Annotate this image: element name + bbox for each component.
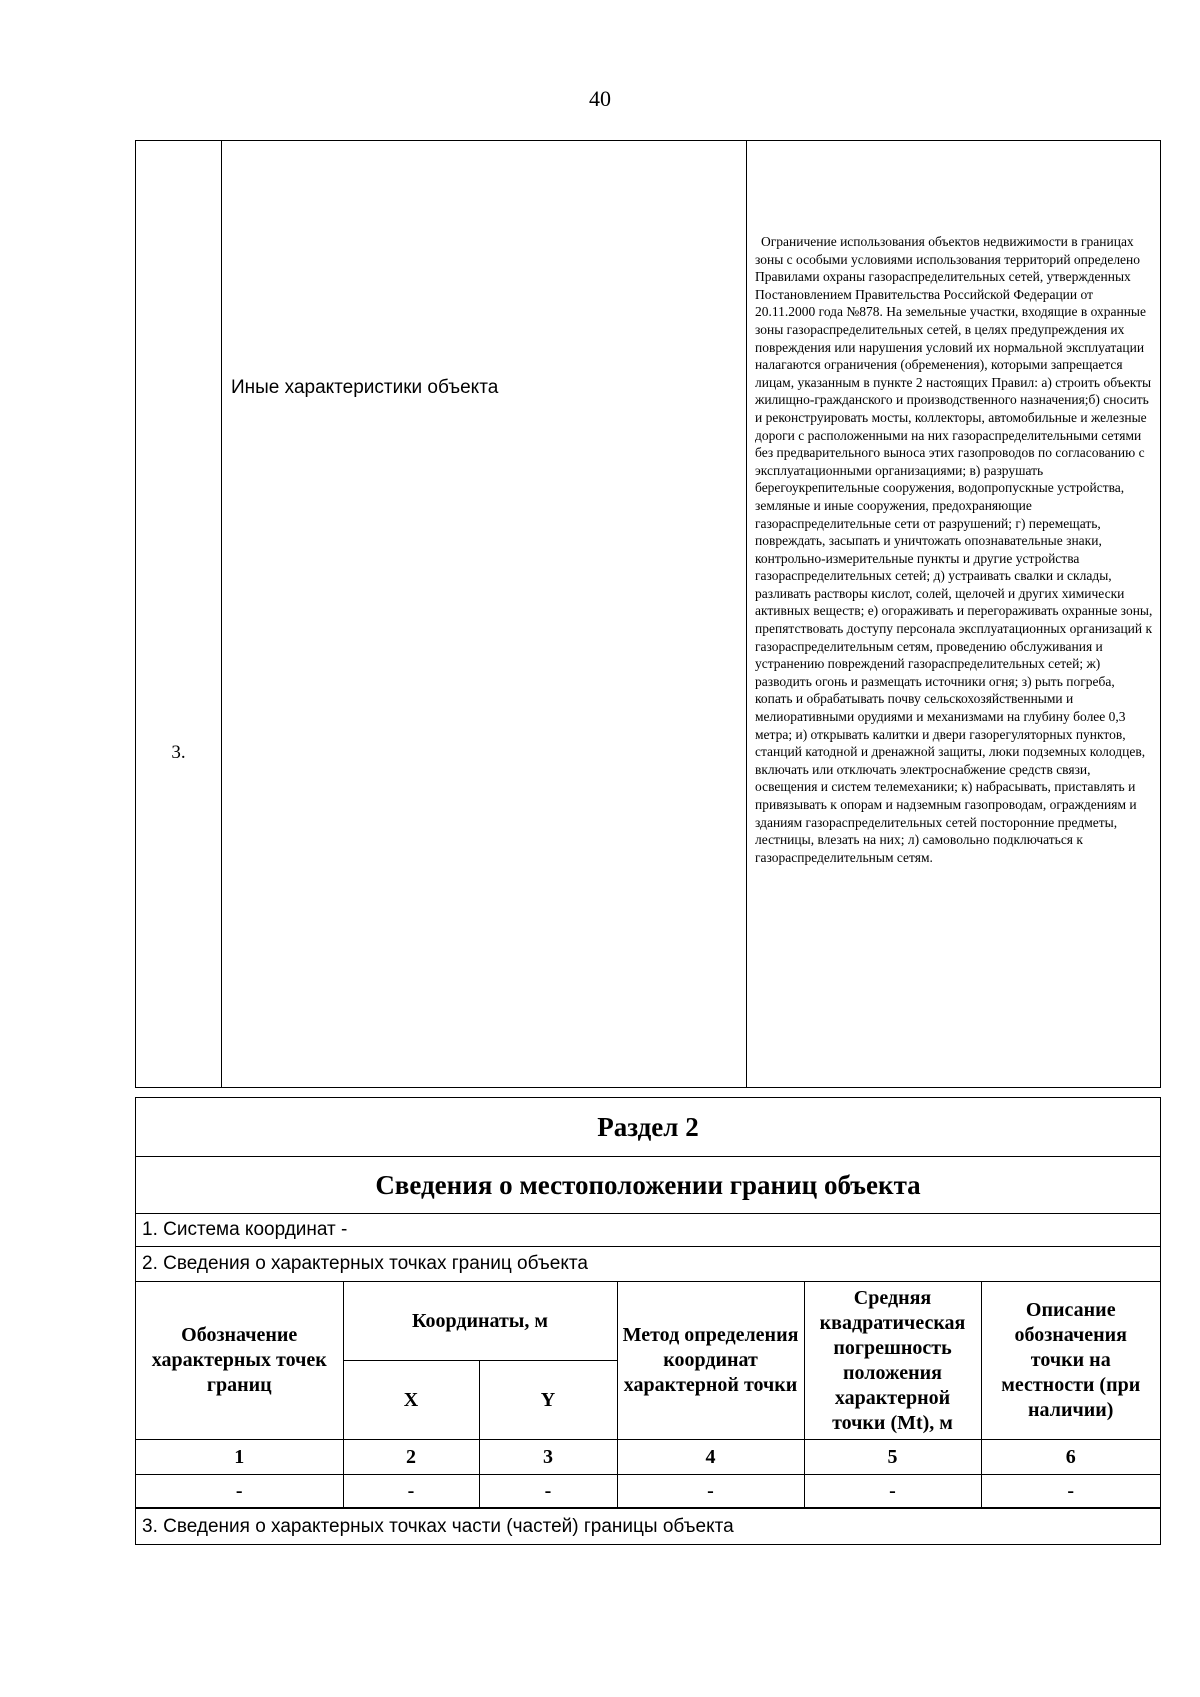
characteristics-row-3 [135, 140, 1161, 1088]
parts-heading: 3. Сведения о характерных точках части (частей) границы объекта [136, 1508, 1160, 1544]
table-cell: - [617, 1475, 804, 1508]
section-title: Раздел 2 [136, 1098, 1160, 1157]
table-cell: - [479, 1475, 617, 1508]
section-2 [135, 1097, 1161, 1545]
table-row [136, 1475, 1160, 1508]
row-number: 3. [171, 742, 186, 763]
table-cell: - [981, 1475, 1160, 1508]
col-number: 5 [804, 1440, 981, 1475]
row-value-cell [747, 141, 1160, 1087]
header-error: Средняя квадратическая погрешность положения характерной точки (Mt), м [804, 1282, 981, 1440]
coord-system-line: 1. Система координат - [136, 1214, 1160, 1247]
header-point-designation: Обозначение характерных точек границ [136, 1282, 343, 1440]
row-name: Иные характеристики объекта [231, 377, 499, 398]
col-number: 3 [479, 1440, 617, 1475]
col-number: 6 [981, 1440, 1160, 1475]
header-description: Описание обозначения точки на местности (при наличии) [981, 1282, 1160, 1440]
row-number-cell [136, 141, 222, 1087]
restrictions-text: Ограничение использования объектов недвижимости в границах зоны с особыми условиями использования территорий определено Правилами охраны газораспределительных сетей, утвержденных Постановлением Правительства Российской Федерации от 20.11.2000 года №878. На земельные участки, входящие в охранные зоны газораспределительных сетей, в целях предупреждения их повреждения или нарушения условий их нормальной эксплуатации налагаются ограничения (обременения), которыми запрещается лицам, указанным в пункте 2 настоящих Правил: а) строить объекты жилищно-гражданского и производственного назначения;б) сносить и реконструировать мосты, коллекторы, автомобильные и железные дороги с расположенными на них газораспределительными сетями без предварительного выноса этих газопроводов по согласованию с эксплуатационными организациями; в) разрушать берегоукрепительные сооружения, водопропускные устройства, земляные и иные сооружения, предохраняющие газораспределительные сети от разрушений; г) перемещать, повреждать, засыпать и уничтожать опознавательные знаки, контрольно-измерительные пункты и другие устройства газораспределительных сетей; д) устраивать свалки и склады, разливать растворы кислот, солей, щелочей и других химически активных веществ; е) огораживать и перегораживать охранные зоны, препятствовать доступу персонала эксплуатационных организаций к газораспределительным сетям, проведению обслуживания и устранению повреждений газораспределительных сетей; ж) разводить огонь и размещать источники огня; з) рыть погреба, копать и обрабатывать почву сельскохозяйственными и мелиоративными орудиями и механизмами на глубину более 0,3 метра; и) открывать калитки и двери газорегуляторных пунктов, станций катодной и дренажной защиты, люки подземных колодцев, включать или отключать электроснабжение средств связи, освещения и систем телемеханики; к) набрасывать, приставлять и привязывать к опорам и надземным газопроводам, ограждениям и зданиям газораспределительных сетей посторонние предметы, лестницы, влезать на них; л) самовольно подключаться к газораспределительным сетям. [755, 234, 1153, 865]
table-cell: - [343, 1475, 479, 1508]
page-number: 40 [589, 86, 611, 111]
header-y: Y [479, 1361, 617, 1440]
col-number: 2 [343, 1440, 479, 1475]
boundary-points-table [136, 1282, 1160, 1508]
col-number: 1 [136, 1440, 343, 1475]
col-number: 4 [617, 1440, 804, 1475]
section-subtitle: Сведения о местоположении границ объекта [136, 1157, 1160, 1214]
table-cell: - [136, 1475, 343, 1508]
header-method: Метод определения координат характерной точки [617, 1282, 804, 1440]
table-cell: - [804, 1475, 981, 1508]
points-heading: 2. Сведения о характерных точках границ объекта [136, 1247, 1160, 1282]
row-name-cell [222, 141, 747, 1087]
header-coordinates: Координаты, м [343, 1282, 617, 1361]
header-x: X [343, 1361, 479, 1440]
